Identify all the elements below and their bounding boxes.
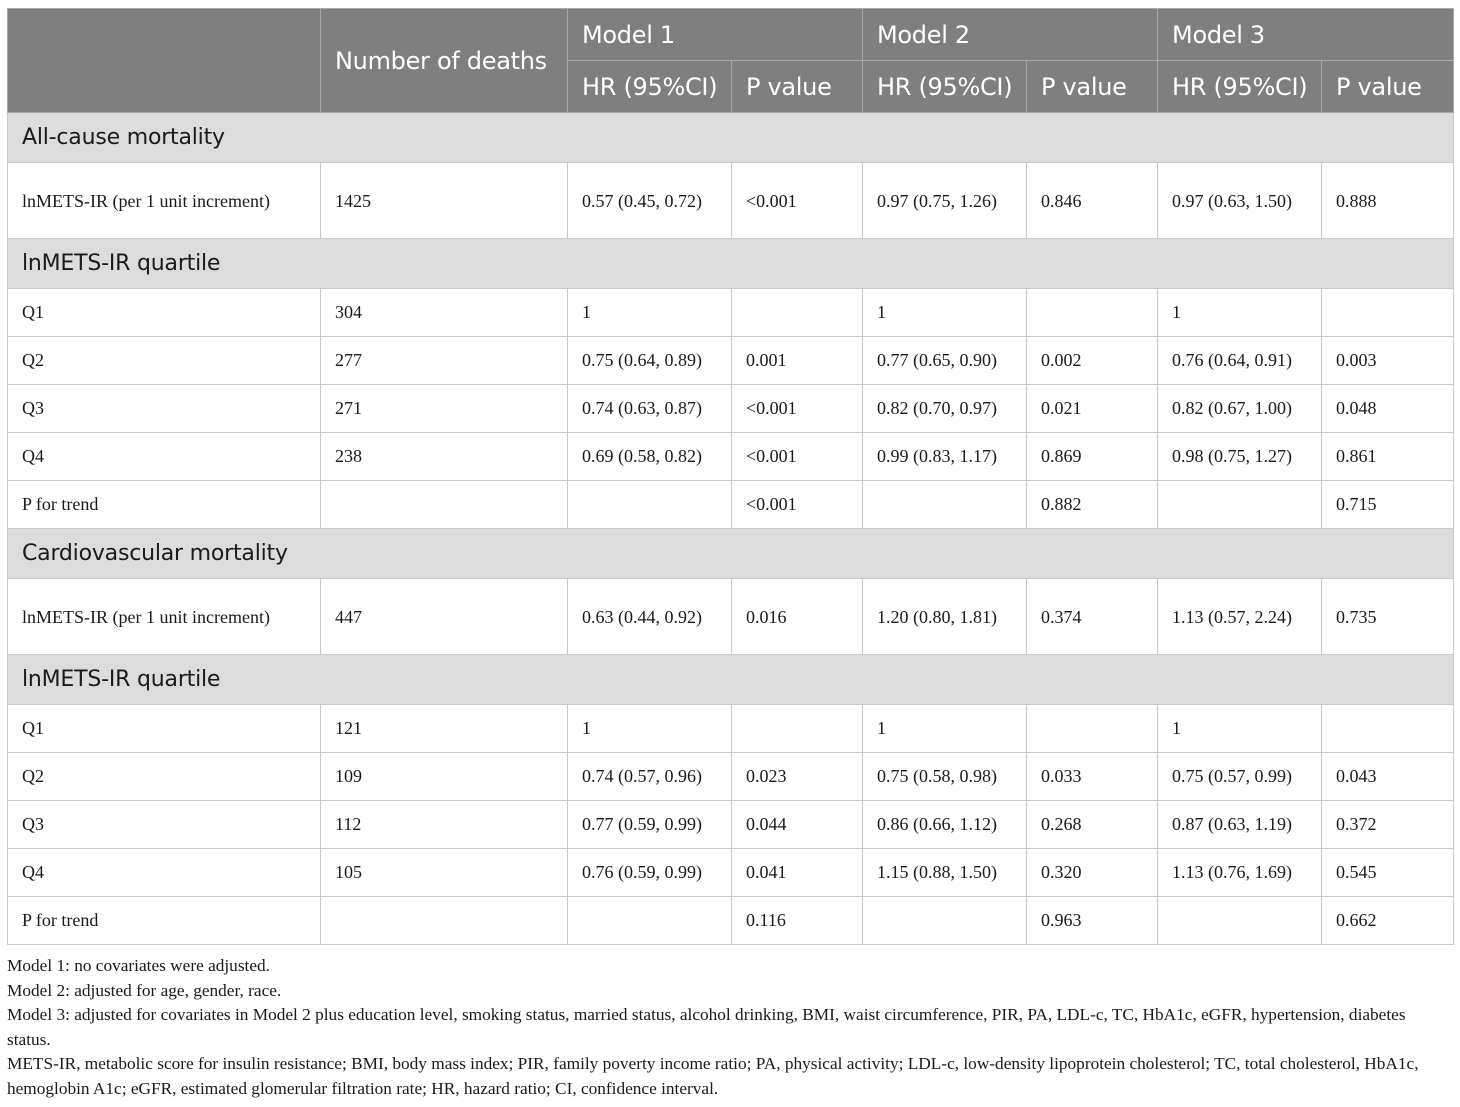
row-label-cell: Q3 bbox=[8, 801, 321, 849]
m2-p-cell: 0.320 bbox=[1027, 849, 1158, 897]
header-m3-p: P value bbox=[1322, 61, 1454, 113]
section-header bbox=[8, 113, 1454, 163]
m1-p-cell: 0.016 bbox=[732, 579, 863, 655]
m1-hr-cell: 0.74 (0.57, 0.96) bbox=[568, 753, 732, 801]
footnote-model-3: Model 3: adjusted for covariates in Model 2 plus education level, smoking status, married status, alcohol drinking, BMI, waist circumference, PIR, PA, LDL-c, TC, HbA1c, eGFR, hypertension, diabetes status. bbox=[7, 1005, 1406, 1049]
deaths-cell: 112 bbox=[321, 801, 568, 849]
m2-p-cell: 0.963 bbox=[1027, 897, 1158, 945]
m3-hr-cell bbox=[1158, 897, 1322, 945]
deaths-cell: 277 bbox=[321, 337, 568, 385]
m2-hr-cell: 1 bbox=[863, 289, 1027, 337]
m1-hr-cell: 0.63 (0.44, 0.92) bbox=[568, 579, 732, 655]
m2-hr-cell bbox=[863, 481, 1027, 529]
m2-hr-cell: 1.15 (0.88, 1.50) bbox=[863, 849, 1027, 897]
header-model-3: Model 3 bbox=[1158, 9, 1454, 61]
header-m2-p: P value bbox=[1027, 61, 1158, 113]
m2-hr-cell bbox=[863, 897, 1027, 945]
m3-hr-cell: 1 bbox=[1158, 289, 1322, 337]
footnote-abbreviations: METS-IR, metabolic score for insulin resistance; BMI, body mass index; PIR, family poverty income ratio; PA, physical activity; LDL-c, low-density lipoprotein cholesterol; TC, total cholesterol, HbA1c, hemoglobin A1c; eGFR, estimated glomerular filtration rate; HR, hazard ratio; CI, confidence interval. bbox=[7, 1054, 1419, 1098]
m1-p-cell: 0.001 bbox=[732, 337, 863, 385]
m2-p-cell: 0.268 bbox=[1027, 801, 1158, 849]
m2-hr-cell: 1.20 (0.80, 1.81) bbox=[863, 579, 1027, 655]
section-header-title: All-cause mortality bbox=[8, 113, 1454, 163]
m3-p-cell: 0.662 bbox=[1322, 897, 1454, 945]
m1-hr-cell bbox=[568, 897, 732, 945]
deaths-cell bbox=[321, 481, 568, 529]
m3-hr-cell: 0.76 (0.64, 0.91) bbox=[1158, 337, 1322, 385]
header-m1-p: P value bbox=[732, 61, 863, 113]
m3-hr-cell: 1 bbox=[1158, 705, 1322, 753]
footnotes bbox=[7, 954, 1453, 1102]
m1-p-cell: <0.001 bbox=[732, 163, 863, 239]
header-m1-hr: HR (95%CI) bbox=[568, 61, 732, 113]
header-m3-hr: HR (95%CI) bbox=[1158, 61, 1322, 113]
m3-p-cell bbox=[1322, 289, 1454, 337]
header-m2-hr: HR (95%CI) bbox=[863, 61, 1027, 113]
m1-hr-cell: 0.69 (0.58, 0.82) bbox=[568, 433, 732, 481]
m1-hr-cell: 0.76 (0.59, 0.99) bbox=[568, 849, 732, 897]
m1-hr-cell: 1 bbox=[568, 289, 732, 337]
deaths-cell: 109 bbox=[321, 753, 568, 801]
deaths-cell: 121 bbox=[321, 705, 568, 753]
m1-p-cell bbox=[732, 705, 863, 753]
m2-hr-cell: 0.75 (0.58, 0.98) bbox=[863, 753, 1027, 801]
m3-hr-cell bbox=[1158, 481, 1322, 529]
m3-p-cell: 0.735 bbox=[1322, 579, 1454, 655]
m3-hr-cell: 0.97 (0.63, 1.50) bbox=[1158, 163, 1322, 239]
m2-hr-cell: 0.86 (0.66, 1.12) bbox=[863, 801, 1027, 849]
deaths-cell bbox=[321, 897, 568, 945]
m2-p-cell: 0.846 bbox=[1027, 163, 1158, 239]
row-label-cell: lnMETS-IR (per 1 unit increment) bbox=[8, 163, 321, 239]
table-row bbox=[8, 801, 1454, 849]
results-table bbox=[7, 8, 1454, 945]
m2-p-cell bbox=[1027, 289, 1158, 337]
row-label-cell: P for trend bbox=[8, 897, 321, 945]
m3-hr-cell: 0.98 (0.75, 1.27) bbox=[1158, 433, 1322, 481]
m2-p-cell: 0.869 bbox=[1027, 433, 1158, 481]
table-body bbox=[8, 113, 1454, 945]
header-model-2: Model 2 bbox=[863, 9, 1158, 61]
m1-p-cell: <0.001 bbox=[732, 481, 863, 529]
m2-hr-cell: 1 bbox=[863, 705, 1027, 753]
m1-p-cell: <0.001 bbox=[732, 385, 863, 433]
m3-p-cell bbox=[1322, 705, 1454, 753]
section-header-title: Cardiovascular mortality bbox=[8, 529, 1454, 579]
subsection-header bbox=[8, 655, 1454, 705]
m2-hr-cell: 0.97 (0.75, 1.26) bbox=[863, 163, 1027, 239]
m1-p-cell: <0.001 bbox=[732, 433, 863, 481]
m1-p-cell: 0.041 bbox=[732, 849, 863, 897]
row-label-cell: Q3 bbox=[8, 385, 321, 433]
deaths-cell: 304 bbox=[321, 289, 568, 337]
deaths-cell: 271 bbox=[321, 385, 568, 433]
m2-hr-cell: 0.77 (0.65, 0.90) bbox=[863, 337, 1027, 385]
deaths-cell: 105 bbox=[321, 849, 568, 897]
table-row bbox=[8, 753, 1454, 801]
m2-hr-cell: 0.82 (0.70, 0.97) bbox=[863, 385, 1027, 433]
m1-hr-cell: 0.75 (0.64, 0.89) bbox=[568, 337, 732, 385]
m3-p-cell: 0.043 bbox=[1322, 753, 1454, 801]
subsection-header bbox=[8, 239, 1454, 289]
header-model-1: Model 1 bbox=[568, 9, 863, 61]
m2-p-cell: 0.021 bbox=[1027, 385, 1158, 433]
row-label-cell: Q2 bbox=[8, 753, 321, 801]
m3-p-cell: 0.888 bbox=[1322, 163, 1454, 239]
m2-p-cell: 0.882 bbox=[1027, 481, 1158, 529]
m3-hr-cell: 1.13 (0.57, 2.24) bbox=[1158, 579, 1322, 655]
m1-hr-cell bbox=[568, 481, 732, 529]
m2-p-cell: 0.002 bbox=[1027, 337, 1158, 385]
table-row bbox=[8, 897, 1454, 945]
table-row bbox=[8, 385, 1454, 433]
header-row-models bbox=[8, 9, 1454, 61]
m1-p-cell: 0.116 bbox=[732, 897, 863, 945]
table-row bbox=[8, 705, 1454, 753]
m2-p-cell: 0.033 bbox=[1027, 753, 1158, 801]
row-label-cell: Q4 bbox=[8, 849, 321, 897]
m3-p-cell: 0.048 bbox=[1322, 385, 1454, 433]
deaths-cell: 1425 bbox=[321, 163, 568, 239]
table-row bbox=[8, 337, 1454, 385]
m1-p-cell: 0.023 bbox=[732, 753, 863, 801]
row-label-cell: Q1 bbox=[8, 705, 321, 753]
m2-p-cell bbox=[1027, 705, 1158, 753]
m2-p-cell: 0.374 bbox=[1027, 579, 1158, 655]
m3-hr-cell: 1.13 (0.76, 1.69) bbox=[1158, 849, 1322, 897]
footnote-model-2: Model 2: adjusted for age, gender, race. bbox=[7, 980, 282, 1000]
m1-p-cell: 0.044 bbox=[732, 801, 863, 849]
m3-hr-cell: 0.82 (0.67, 1.00) bbox=[1158, 385, 1322, 433]
section-header bbox=[8, 529, 1454, 579]
m1-hr-cell: 1 bbox=[568, 705, 732, 753]
row-label-cell: P for trend bbox=[8, 481, 321, 529]
header-number-of-deaths: Number of deaths bbox=[321, 9, 568, 113]
header-blank-cell bbox=[8, 9, 321, 113]
m3-p-cell: 0.715 bbox=[1322, 481, 1454, 529]
table-row bbox=[8, 289, 1454, 337]
m3-p-cell: 0.003 bbox=[1322, 337, 1454, 385]
m3-hr-cell: 0.87 (0.63, 1.19) bbox=[1158, 801, 1322, 849]
table-row bbox=[8, 433, 1454, 481]
m1-hr-cell: 0.74 (0.63, 0.87) bbox=[568, 385, 732, 433]
row-label-cell: Q2 bbox=[8, 337, 321, 385]
subsection-header-title: lnMETS-IR quartile bbox=[8, 655, 1454, 705]
row-label-cell: Q4 bbox=[8, 433, 321, 481]
m2-hr-cell: 0.99 (0.83, 1.17) bbox=[863, 433, 1027, 481]
m3-p-cell: 0.545 bbox=[1322, 849, 1454, 897]
m3-hr-cell: 0.75 (0.57, 0.99) bbox=[1158, 753, 1322, 801]
m1-hr-cell: 0.57 (0.45, 0.72) bbox=[568, 163, 732, 239]
table-row bbox=[8, 849, 1454, 897]
row-label-cell: Q1 bbox=[8, 289, 321, 337]
m1-hr-cell: 0.77 (0.59, 0.99) bbox=[568, 801, 732, 849]
deaths-cell: 238 bbox=[321, 433, 568, 481]
row-label-cell: lnMETS-IR (per 1 unit increment) bbox=[8, 579, 321, 655]
m3-p-cell: 0.861 bbox=[1322, 433, 1454, 481]
m3-p-cell: 0.372 bbox=[1322, 801, 1454, 849]
table-row bbox=[8, 163, 1454, 239]
table-row bbox=[8, 481, 1454, 529]
subsection-header-title: lnMETS-IR quartile bbox=[8, 239, 1454, 289]
m1-p-cell bbox=[732, 289, 863, 337]
footnote-model-1: Model 1: no covariates were adjusted. bbox=[7, 956, 270, 975]
deaths-cell: 447 bbox=[321, 579, 568, 655]
table-row bbox=[8, 579, 1454, 655]
